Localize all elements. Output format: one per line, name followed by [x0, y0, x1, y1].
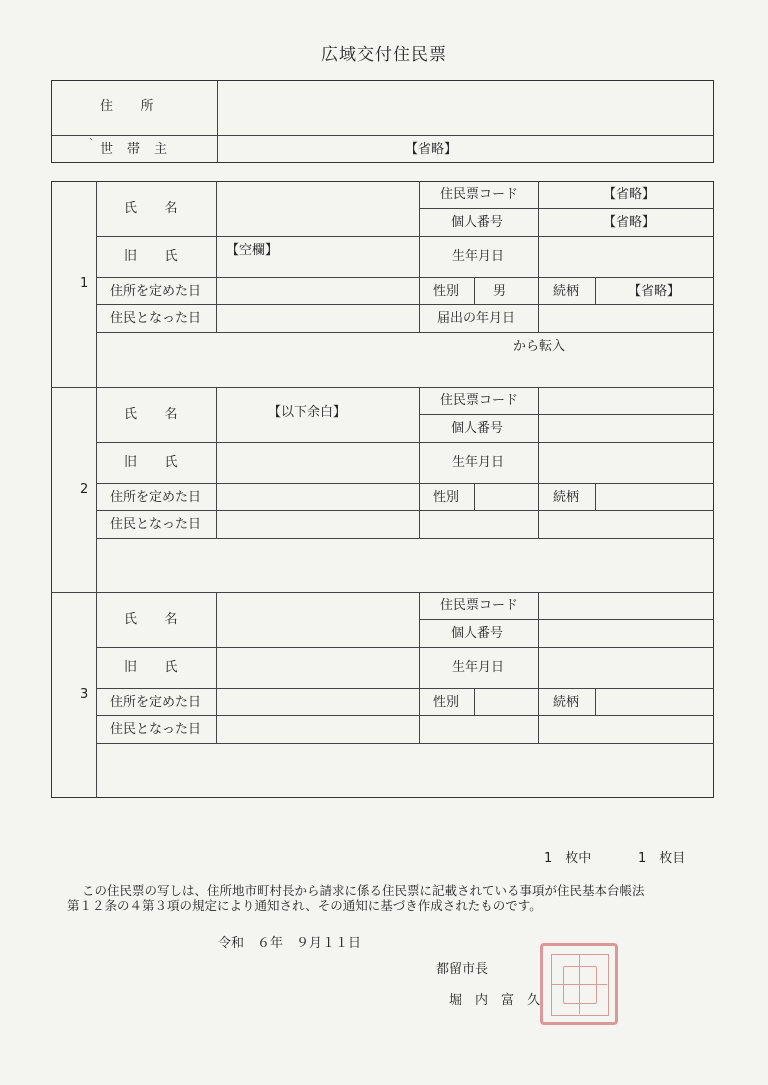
sex-label: 性別	[433, 284, 460, 299]
notification-date-label: 届出の年月日	[437, 311, 516, 326]
relation-label: 続柄	[553, 695, 580, 710]
resident-code-label: 住民票コード	[440, 598, 519, 613]
issue-date: 令和 ６年 ９月１１日	[218, 936, 362, 951]
resident-code-value: 【省略】	[603, 187, 656, 202]
person-number: 3	[80, 687, 89, 702]
resident-code-label: 住民票コード	[440, 187, 519, 202]
personal-number-label: 個人番号	[451, 421, 504, 436]
certification-line-2: 第１２条の４第３項の規定により通知され、その通知に基づき作成されたものです。	[67, 898, 542, 913]
official-seal-stamp	[540, 943, 618, 1025]
birth-date-label: 生年月日	[452, 660, 505, 675]
personal-number-label: 個人番号	[451, 626, 504, 641]
remarks-value: から転入	[513, 339, 566, 354]
resident-date-label: 住民となった日	[110, 517, 202, 532]
sex-value: 男	[493, 284, 507, 299]
personal-number-value: 【省略】	[603, 215, 656, 230]
householder-label: 世 帯 主	[100, 142, 168, 157]
name-label: 氏 名	[124, 201, 179, 216]
address-set-date-label: 住所を定めた日	[110, 284, 202, 299]
relation-value: 【省略】	[628, 284, 681, 299]
name-label: 氏 名	[124, 407, 179, 422]
old-name-label: 旧 氏	[124, 455, 179, 470]
address-set-date-label: 住所を定めた日	[110, 695, 202, 710]
birth-date-label: 生年月日	[452, 455, 505, 470]
relation-label: 続柄	[553, 284, 580, 299]
resident-date-label: 住民となった日	[110, 722, 202, 737]
sex-label: 性別	[433, 490, 460, 505]
old-name-label: 旧 氏	[124, 249, 179, 264]
document-title: 広域交付住民票	[321, 45, 447, 65]
resident-code-label: 住民票コード	[440, 393, 519, 408]
address-set-date-label: 住所を定めた日	[110, 490, 202, 505]
person-number: 1	[80, 276, 89, 291]
sex-label: 性別	[433, 695, 460, 710]
resident-date-label: 住民となった日	[110, 311, 202, 326]
old-name-label: 旧 氏	[124, 660, 179, 675]
personal-number-label: 個人番号	[451, 215, 504, 230]
relation-label: 続柄	[553, 490, 580, 505]
person-number: 2	[80, 482, 89, 497]
householder-value: 【省略】	[405, 142, 458, 157]
birth-date-label: 生年月日	[452, 249, 505, 264]
issuer-title: 都留市長	[436, 962, 489, 977]
issuer-name: 堀 内 富 久	[449, 993, 541, 1008]
sheet-number: 1 枚目	[638, 851, 686, 866]
sheet-total: 1 枚中	[544, 851, 592, 866]
address-label: 住 所	[100, 99, 155, 114]
name-value: 【以下余白】	[268, 405, 347, 420]
name-label: 氏 名	[124, 612, 179, 627]
old-name-value: 【空欄】	[226, 243, 279, 258]
tick-mark: `	[89, 138, 94, 149]
certification-line-1: この住民票の写しは、住所地市町村長から請求に係る住民票に記載されている事項が住民基本台帳法	[82, 883, 645, 898]
